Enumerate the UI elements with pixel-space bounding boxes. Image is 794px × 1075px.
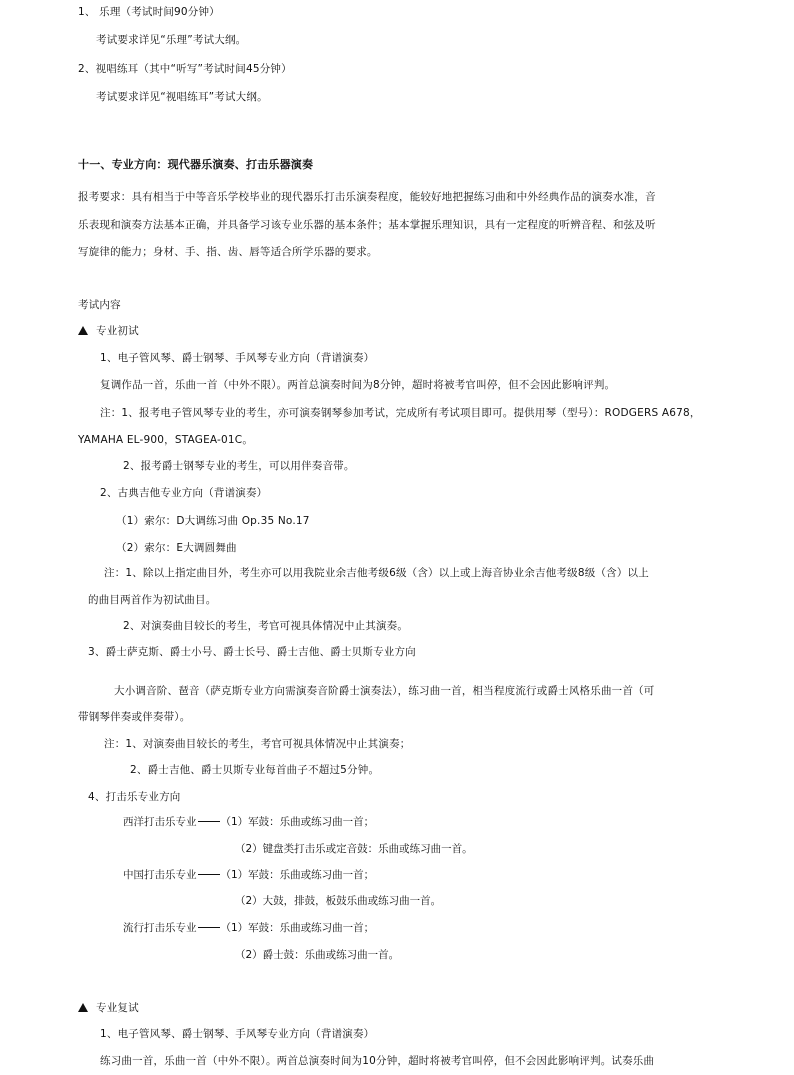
preliminary-label: 专业初试 (78, 324, 139, 338)
exam-note: YAMAHA EL-900，STAGEA-01C。 (78, 434, 254, 446)
exam-piece: （1）索尔：D大调练习曲 Op.35 No.17 (116, 515, 310, 527)
exam-note: 2、报考爵士钢琴专业的考生，可以用伴奏音带。 (123, 460, 355, 472)
exam-item-title: 2、古典吉他专业方向（背谱演奏） (100, 487, 268, 499)
dash-divider (198, 874, 220, 875)
exam-item-body: 带钢琴伴奏或伴奏带）。 (78, 711, 191, 723)
exam-note: 2、爵士吉他、爵士贝斯专业每首曲子不超过5分钟。 (130, 764, 380, 776)
exam-item-body: 复调作品一首，乐曲一首（中外不限）。两首总演奏时间为8分钟，超时将被考官叫停，但不会因此影响评判。 (100, 379, 616, 391)
exam-content-label: 考试内容 (78, 299, 121, 311)
item-solfeggio-note: 考试要求详见“视唱练耳”考试大纲。 (96, 91, 268, 103)
dash-divider (198, 821, 220, 822)
exam-note: 的曲目两首作为初试曲目。 (88, 594, 217, 606)
requirements-line: 乐表现和演奏方法基本正确，并具备学习该专业乐器的基本条件；基本掌握乐理知识，具有一定程度的听辨音程、和弦及听 (78, 219, 656, 231)
percussion-row: 中国打击乐专业 （1）军鼓：乐曲或练习曲一首； (123, 869, 375, 881)
exam-note: 注：1、报考电子管风琴专业的考生，亦可演奏钢琴参加考试，完成所有考试项目即可。提供用琴（型号）：RODGERS A678， (100, 407, 701, 419)
retest-label: 专业复试 (78, 1001, 139, 1015)
item-music-theory: 1、 乐理（考试时间90分钟） (78, 6, 220, 18)
exam-item-body: 练习曲一首，乐曲一首（中外不限）。两首总演奏时间为10分钟，超时将被考官叫停，但不会因此影响评判。试奏乐曲 (100, 1055, 655, 1067)
percussion-row: （2）大鼓，排鼓，板鼓乐曲或练习曲一首。 (235, 895, 442, 907)
triangle-bullet-icon (78, 1003, 88, 1012)
exam-item-title: 3、爵士萨克斯、爵士小号、爵士长号、爵士吉他、爵士贝斯专业方向 (88, 646, 416, 658)
dash-divider (198, 927, 220, 928)
percussion-row: （2）键盘类打击乐或定音鼓：乐曲或练习曲一首。 (235, 843, 473, 855)
percussion-row: 西洋打击乐专业 （1）军鼓：乐曲或练习曲一首； (123, 816, 375, 828)
item-solfeggio: 2、视唱练耳（其中“听写”考试时间45分钟） (78, 63, 292, 75)
triangle-bullet-icon (78, 326, 88, 335)
section-heading: 十一、专业方向：现代器乐演奏、打击乐器演奏 (78, 158, 314, 171)
percussion-row: 流行打击乐专业 （1）军鼓：乐曲或练习曲一首； (123, 922, 375, 934)
exam-note: 注：1、除以上指定曲目外，考生亦可以用我院业余吉他考级6级（含）以上或上海音协业余吉他考级8级（含）以上 (104, 567, 649, 579)
percussion-row: （2）爵士鼓：乐曲或练习曲一首。 (235, 949, 400, 961)
exam-item-title: 1、电子管风琴、爵士钢琴、手风琴专业方向（背谱演奏） (100, 1028, 375, 1040)
exam-item-title: 1、电子管风琴、爵士钢琴、手风琴专业方向（背谱演奏） (100, 352, 375, 364)
item-music-theory-note: 考试要求详见“乐理”考试大纲。 (96, 34, 247, 46)
requirements-line: 写旋律的能力；身材、手、指、齿、唇等适合所学乐器的要求。 (78, 246, 378, 258)
exam-item-body: 大小调音阶、琶音（萨克斯专业方向需演奏音阶爵士演奏法），练习曲一首，相当程度流行或爵士风格乐曲一首（可 (114, 685, 655, 697)
exam-item-title: 4、打击乐专业方向 (88, 791, 181, 803)
exam-piece: （2）索尔：E大调圆舞曲 (116, 542, 237, 554)
exam-note: 注：1、对演奏曲目较长的考生，考官可视具体情况中止其演奏； (104, 738, 411, 750)
exam-note: 2、对演奏曲目较长的考生，考官可视具体情况中止其演奏。 (123, 620, 409, 632)
requirements-line: 报考要求：具有相当于中等音乐学校毕业的现代器乐打击乐演奏程度，能较好地把握练习曲和中外经典作品的演奏水准，音 (78, 191, 656, 203)
